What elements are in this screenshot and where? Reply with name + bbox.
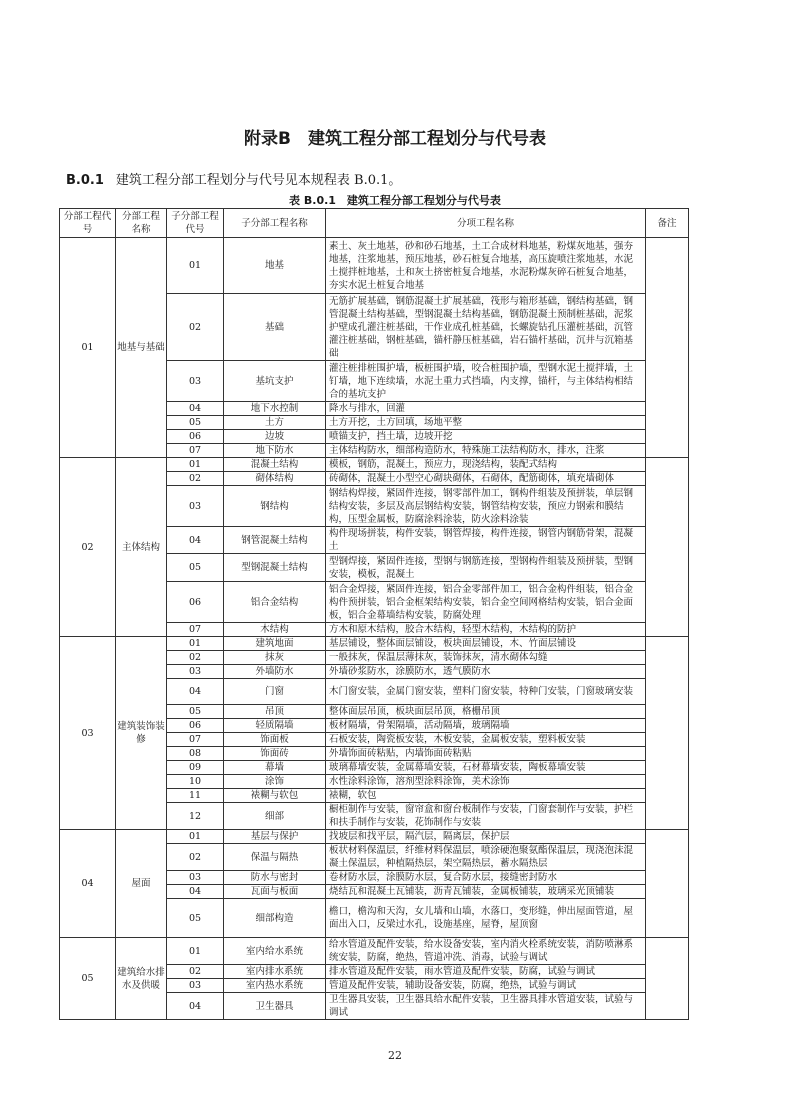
header-subdivision-code: 子分部工程代号 (167, 209, 224, 238)
remark-cell (646, 637, 689, 830)
table-caption: 表 B.0.1 建筑工程分部工程划分与代号表 (289, 194, 501, 207)
subdivision-code: 02 (167, 844, 224, 871)
subdivision-name: 土方 (224, 416, 326, 430)
subdivision-name: 轻质隔墙 (224, 719, 326, 733)
subdivision-name: 吊顶 (224, 705, 326, 719)
item-list: 外墙砂浆防水，涂膜防水，透气膜防水 (326, 665, 646, 679)
item-list: 喷锚支护，挡土墙，边坡开挖 (326, 430, 646, 444)
subdivision-name: 抹灰 (224, 651, 326, 665)
table-row (60, 238, 689, 294)
item-list: 整体面层吊顶，板块面层吊顶，格栅吊顶 (326, 705, 646, 719)
subdivision-code: 03 (167, 665, 224, 679)
subdivision-name: 木结构 (224, 623, 326, 637)
item-list: 烧结瓦和混凝土瓦铺装，沥青瓦铺装，金属板铺装，玻璃采光顶铺装 (326, 885, 646, 899)
intro-paragraph (66, 169, 401, 188)
table-row (60, 458, 689, 472)
item-list: 橱柜制作与安装，窗帘盒和窗台板制作与安装，门窗套制作与安装，护栏和扶手制作与安装，花饰制作与安装 (326, 803, 646, 830)
subdivision-code: 04 (167, 527, 224, 554)
item-list: 一般抹灰，保温层薄抹灰，装饰抹灰，清水砌体勾缝 (326, 651, 646, 665)
item-list: 管道及配件安装，辅助设备安装，防腐，绝热，试验与调试 (326, 979, 646, 993)
subdivision-name: 基层与保护 (224, 830, 326, 844)
subdivision-name: 裱糊与软包 (224, 789, 326, 803)
item-list: 玻璃幕墙安装，金属幕墙安装，石材幕墙安装，陶板幕墙安装 (326, 761, 646, 775)
subdivision-name: 卫生器具 (224, 993, 326, 1020)
item-list: 板材隔墙，骨架隔墙，活动隔墙，玻璃隔墙 (326, 719, 646, 733)
subdivision-name: 室内排水系统 (224, 965, 326, 979)
remark-cell (646, 238, 689, 458)
subdivision-code: 11 (167, 789, 224, 803)
division-name: 主体结构 (116, 458, 167, 637)
item-list: 土方开挖，土方回填，场地平整 (326, 416, 646, 430)
subdivision-name: 外墙防水 (224, 665, 326, 679)
subdivision-code: 03 (167, 486, 224, 527)
division-code: 02 (60, 458, 116, 637)
subdivision-name: 混凝土结构 (224, 458, 326, 472)
item-list: 基层铺设，整体面层铺设，板块面层铺设，木、竹面层铺设 (326, 637, 646, 651)
subdivision-code: 08 (167, 747, 224, 761)
table-row (60, 830, 689, 844)
subdivision-code: 07 (167, 733, 224, 747)
item-list: 方木和原木结构，胶合木结构，轻型木结构，木结构的防护 (326, 623, 646, 637)
subdivision-name: 基坑支护 (224, 361, 326, 402)
subdivision-name: 建筑地面 (224, 637, 326, 651)
subdivision-code: 04 (167, 993, 224, 1020)
subdivision-name: 地基 (224, 238, 326, 294)
subdivision-name: 地下水控制 (224, 402, 326, 416)
subdivision-code: 04 (167, 402, 224, 416)
division-name: 建筑装饰装修 (116, 637, 167, 830)
item-list: 裱糊，软包 (326, 789, 646, 803)
table-header-row (60, 209, 689, 238)
subdivision-code: 02 (167, 294, 224, 361)
subdivision-code: 01 (167, 938, 224, 965)
item-list: 主体结构防水，细部构造防水，特殊施工法结构防水，排水，注浆 (326, 444, 646, 458)
subdivision-code: 06 (167, 582, 224, 623)
subdivision-name: 钢管混凝土结构 (224, 527, 326, 554)
item-list: 石板安装，陶瓷板安装，木板安装，金属板安装，塑料板安装 (326, 733, 646, 747)
subdivision-name: 室内热水系统 (224, 979, 326, 993)
subdivision-code: 03 (167, 871, 224, 885)
clause-number: B.0.1 (66, 173, 104, 188)
item-list: 构件现场拼装，构件安装，钢管焊接，构件连接，钢管内钢筋骨架，混凝土 (326, 527, 646, 554)
subdivision-code: 02 (167, 651, 224, 665)
subdivision-code: 03 (167, 361, 224, 402)
item-list: 素土、灰土地基，砂和砂石地基，土工合成材料地基，粉煤灰地基，强夯地基，注浆地基，预压地基，砂石桩复合地基，高压旋喷注浆地基，水泥土搅拌桩地基，土和灰土挤密桩复合地基，水泥粉煤灰碎石桩复合地基，夯实水泥土桩复合地基 (326, 238, 646, 294)
table-row (60, 938, 689, 965)
subdivision-code: 05 (167, 705, 224, 719)
item-list: 找坡层和找平层，隔汽层，隔离层，保护层 (326, 830, 646, 844)
item-list: 降水与排水，回灌 (326, 402, 646, 416)
remark-cell (646, 830, 689, 938)
subdivision-name: 边坡 (224, 430, 326, 444)
subdivision-code: 02 (167, 965, 224, 979)
subdivision-code: 04 (167, 885, 224, 899)
subdivision-name: 细部构造 (224, 899, 326, 938)
item-list: 排水管道及配件安装，雨水管道及配件安装，防腐，试验与调试 (326, 965, 646, 979)
header-remark: 备注 (646, 209, 689, 238)
subdivision-name: 门窗 (224, 679, 326, 705)
subdivision-name: 型钢混凝土结构 (224, 554, 326, 582)
item-list: 给水管道及配件安装，给水设备安装，室内消火栓系统安装，消防喷淋系统安装，防腐，绝热，管道冲洗、消毒，试验与调试 (326, 938, 646, 965)
subdivision-code: 06 (167, 430, 224, 444)
header-division-name: 分部工程名称 (116, 209, 167, 238)
item-list: 砖砌体，混凝土小型空心砌块砌体，石砌体，配筋砌体，填充墙砌体 (326, 472, 646, 486)
subdivision-name: 地下防水 (224, 444, 326, 458)
item-list: 卫生器具安装，卫生器具给水配件安装，卫生器具排水管道安装，试验与调试 (326, 993, 646, 1020)
page-title: 附录B 建筑工程分部工程划分与代号表 (244, 129, 546, 149)
division-code: 01 (60, 238, 116, 458)
division-code: 03 (60, 637, 116, 830)
subdivision-code: 05 (167, 899, 224, 938)
item-list: 卷材防水层，涂膜防水层，复合防水层，接缝密封防水 (326, 871, 646, 885)
subdivision-code: 02 (167, 472, 224, 486)
subdivision-name: 涂饰 (224, 775, 326, 789)
subdivision-code: 12 (167, 803, 224, 830)
item-list: 檐口，檐沟和天沟，女儿墙和山墙，水落口，变形缝，伸出屋面管道，屋面出入口，反梁过水孔，设施基座，屋脊，屋顶窗 (326, 899, 646, 938)
subdivision-code: 05 (167, 416, 224, 430)
subdivision-code: 03 (167, 979, 224, 993)
item-list: 灌注桩排桩围护墙，板桩围护墙，咬合桩围护墙，型钢水泥土搅拌墙，土钉墙，地下连续墙，水泥土重力式挡墙，内支撑，锚杆，与主体结构相结合的基坑支护 (326, 361, 646, 402)
subdivision-code: 05 (167, 554, 224, 582)
subdivision-code: 04 (167, 679, 224, 705)
intro-text: 建筑工程分部工程划分与代号见本规程表 B.0.1。 (115, 173, 402, 188)
item-list: 无筋扩展基础，钢筋混凝土扩展基础，筏形与箱形基础，钢结构基础，钢管混凝土结构基础，型钢混凝土结构基础，钢筋混凝土预制桩基础，泥浆护壁成孔灌注桩基础，干作业成孔桩基础，长螺旋钻孔压灌桩基础，沉管灌注桩基础，钢桩基础，锚杆静压桩基础，岩石锚杆基础，沉井与沉箱基础 (326, 294, 646, 361)
subdivision-name: 砌体结构 (224, 472, 326, 486)
subdivision-code: 01 (167, 458, 224, 472)
header-items: 分项工程名称 (326, 209, 646, 238)
subdivision-code: 10 (167, 775, 224, 789)
division-code: 04 (60, 830, 116, 938)
remark-cell (646, 938, 689, 1020)
subdivision-code: 09 (167, 761, 224, 775)
table-body (60, 238, 689, 1020)
item-list: 铝合金焊接，紧固件连接，铝合金零部件加工，铝合金构件组装，铝合金构件预拼装，铝合金框架结构安装，铝合金空间网格结构安装，铝合金面板，铝合金幕墙结构安装，防腐处理 (326, 582, 646, 623)
subdivision-name: 保温与隔热 (224, 844, 326, 871)
item-list: 水性涂料涂饰，溶剂型涂料涂饰，美术涂饰 (326, 775, 646, 789)
subdivision-code: 07 (167, 623, 224, 637)
division-code: 05 (60, 938, 116, 1020)
subdivision-name: 室内给水系统 (224, 938, 326, 965)
header-division-code: 分部工程代号 (60, 209, 116, 238)
subdivision-code: 06 (167, 719, 224, 733)
subdivision-name: 饰面砖 (224, 747, 326, 761)
subdivision-name: 幕墙 (224, 761, 326, 775)
item-list: 外墙饰面砖粘贴，内墙饰面砖粘贴 (326, 747, 646, 761)
item-list: 板状材料保温层，纤维材料保温层，喷涂硬泡聚氨酯保温层，现浇泡沫混凝土保温层，种植隔热层，架空隔热层，蓄水隔热层 (326, 844, 646, 871)
subdivision-code: 01 (167, 238, 224, 294)
subdivision-name: 细部 (224, 803, 326, 830)
division-name: 地基与基础 (116, 238, 167, 458)
subdivision-code: 01 (167, 830, 224, 844)
division-name: 建筑给水排水及供暖 (116, 938, 167, 1020)
subdivision-code: 07 (167, 444, 224, 458)
subdivision-name: 钢结构 (224, 486, 326, 527)
remark-cell (646, 458, 689, 637)
subdivision-name: 饰面板 (224, 733, 326, 747)
subdivision-name: 铝合金结构 (224, 582, 326, 623)
item-list: 木门窗安装，金属门窗安装，塑料门窗安装，特种门安装，门窗玻璃安装 (326, 679, 646, 705)
subdivision-name: 防水与密封 (224, 871, 326, 885)
division-name: 屋面 (116, 830, 167, 938)
table-row (60, 637, 689, 651)
division-table (59, 208, 689, 1020)
header-subdivision-name: 子分部工程名称 (224, 209, 326, 238)
item-list: 型钢焊接，紧固件连接，型钢与钢筋连接，型钢构件组装及预拼装，型钢安装，模板，混凝土 (326, 554, 646, 582)
page-number: 22 (388, 1049, 402, 1062)
subdivision-name: 瓦面与板面 (224, 885, 326, 899)
item-list: 模板，钢筋，混凝土，预应力，现浇结构，装配式结构 (326, 458, 646, 472)
subdivision-code: 01 (167, 637, 224, 651)
item-list: 钢结构焊接，紧固件连接，钢零部件加工，钢构件组装及预拼装，单层钢结构安装，多层及高层钢结构安装，钢管结构安装，预应力钢索和膜结构，压型金属板，防腐涂料涂装，防火涂料涂装 (326, 486, 646, 527)
subdivision-name: 基础 (224, 294, 326, 361)
